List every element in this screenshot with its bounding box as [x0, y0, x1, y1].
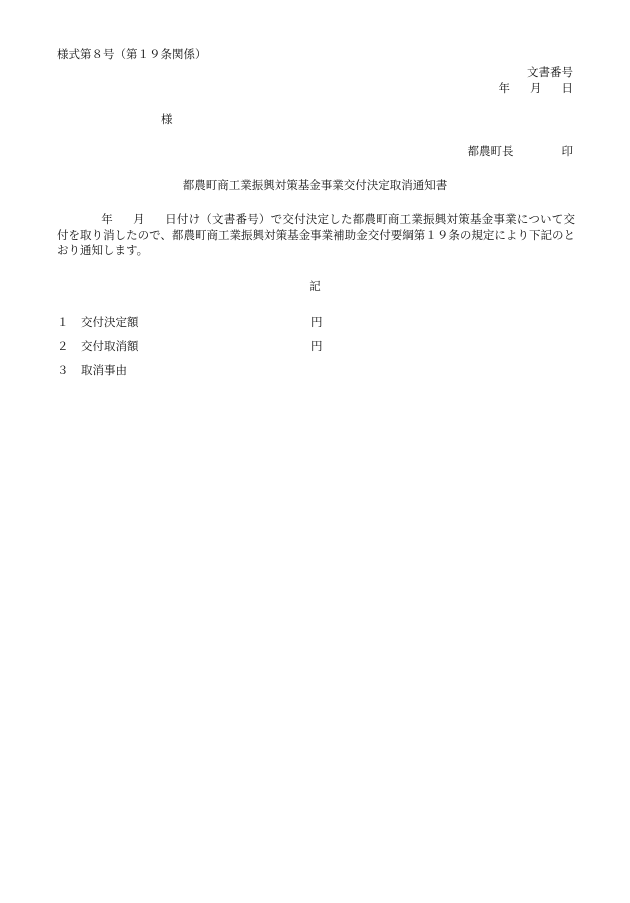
list-item	[57, 362, 311, 378]
list-item	[57, 338, 323, 354]
item-number: ２	[57, 339, 69, 353]
date-line	[499, 80, 574, 96]
body-month: 月	[132, 212, 145, 226]
item-number: １	[57, 315, 69, 329]
document-title: 都農町商工業振興対策基金事業交付決定取消通知書	[182, 178, 448, 192]
addressee-honorific: 様	[161, 112, 173, 126]
document-number-label: 文書番号	[527, 65, 573, 79]
form-label: 様式第８号（第１９条関係）	[57, 47, 207, 61]
item-label: 交付取消額	[81, 339, 139, 353]
body-paragraph	[57, 212, 575, 259]
item-unit: 円	[311, 315, 323, 329]
item-label: 交付決定額	[81, 315, 139, 329]
item-unit: 円	[311, 339, 323, 353]
item-number: ３	[57, 363, 69, 377]
item-label: 取消事由	[81, 363, 127, 377]
date-day: 日	[561, 81, 573, 95]
issuer	[468, 143, 574, 159]
ki-heading: 記	[309, 279, 321, 293]
seal-mark: 印	[561, 144, 573, 158]
date-year: 年	[498, 81, 510, 95]
body-year: 年	[101, 212, 113, 226]
issuer-name: 都農町長	[467, 144, 514, 158]
list-item	[57, 314, 323, 330]
date-month: 月	[530, 81, 542, 95]
body-text: 日付け（文書番号）で交付決定した都農町商工業振興対策基金事業について交付を取り消したので、都農町商工業振興対策基金事業補助金交付要綱第１９条の規定により下記のとおり通知します。	[57, 212, 575, 257]
